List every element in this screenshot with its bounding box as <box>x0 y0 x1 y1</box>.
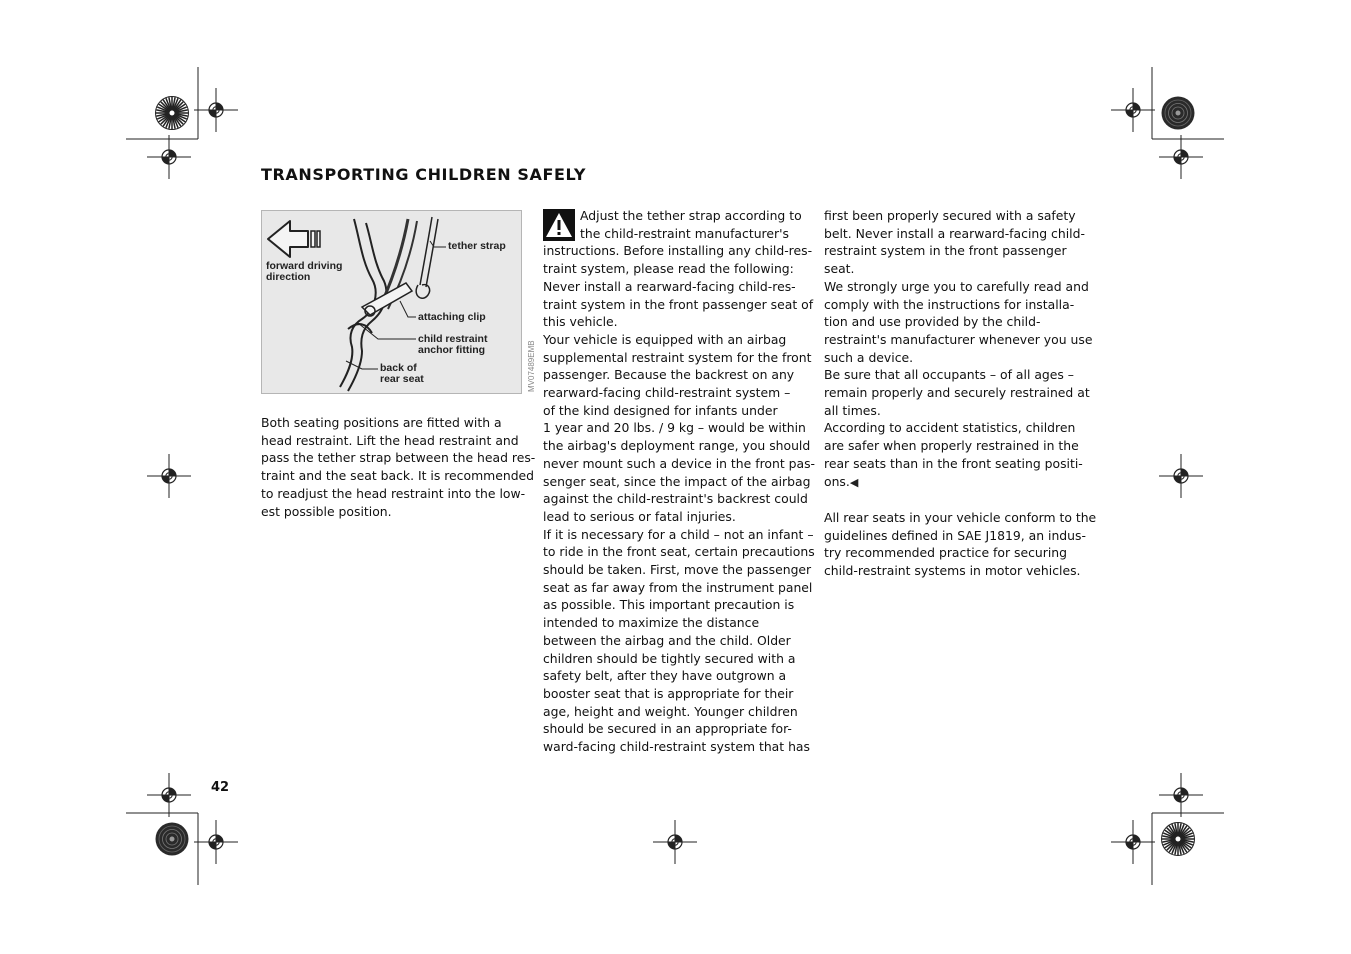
never-install-paragraph: Never install a rearward-facing child-res- traint system in the front passenger seat of this vehicle. <box>543 278 814 330</box>
safety-belt-paragraph: first been properly secured with a safety belt. Never install a rearward-facing child- restraint system in the front passenger seat. <box>824 208 1085 277</box>
label-forward-driving: forward driving direction <box>266 260 343 283</box>
warning-triangle-icon <box>543 209 575 241</box>
paragraph-gap <box>824 491 1099 509</box>
label-anchor-fitting: child restraint anchor fitting <box>418 333 488 356</box>
sae-j1819-paragraph: All rear seats in your vehicle conform to the guidelines defined in SAE J1819, an indus- try recommended practice for securing child-restraint systems in motor vehicles. <box>824 509 1097 579</box>
label-attaching-clip: attaching clip <box>418 311 486 323</box>
column-1 <box>261 414 536 520</box>
accident-statistics-text: According to accident statistics, children are safer when properly restrained in the rear seats than in the front seating positi- ons. <box>824 420 1083 489</box>
accident-statistics-paragraph <box>824 419 1099 491</box>
head-restraint-paragraph: Both seating positions are fitted with a head restraint. Lift the head restraint and pass the tether strap between the head res- traint and the seat back. It is recommended to readjust the head restraint into the low- est possible position. <box>261 415 536 519</box>
manufacturer-instructions-paragraph: We strongly urge you to carefully read and comply with the instructions for installa- tion and use provided by the child- restraint's manufacturer whenever you use such a device. <box>824 278 1093 365</box>
page-number: 42 <box>211 780 230 795</box>
label-tether-strap: tether strap <box>448 240 506 252</box>
column-2 <box>543 207 818 756</box>
end-of-section-icon: ◀ <box>849 475 859 489</box>
tether-strap-figure <box>261 210 522 394</box>
forward-arrow-icon <box>268 221 320 257</box>
column-3 <box>824 207 1099 580</box>
instructions-paragraph: instructions. Before installing any child-res- traint system, please read the following: <box>543 243 813 277</box>
label-back-of-rear-seat: back of rear seat <box>380 362 424 385</box>
warning-lead-text: Adjust the tether strap according to the child-restraint manufacturer's <box>580 208 802 241</box>
section-title: TRANSPORTING CHILDREN SAFELY <box>261 165 587 184</box>
front-seat-child-paragraph: If it is necessary for a child – not an infant – to ride in the front seat, certain precautions should be taken. First, move the passenger seat as far away from the instrument panel as possible. This important precaution is intended to maximize the distance between the airbag and the child. Older children should be tightly secured with a safety belt, after they have outgrown a booster seat that is appropriate for their age, height and weight. Younger children should be secured in an appropriate for- ward-facing child-restraint system that has <box>543 526 815 755</box>
occupants-paragraph: Be sure that all occupants – of all ages – remain properly and securely restrained at all times. <box>824 367 1090 418</box>
figure-code: MV07489EMB <box>527 340 536 392</box>
airbag-paragraph: Your vehicle is equipped with an airbag supplemental restraint system for the front passenger. Because the backrest on any rearward-facing child-restraint system – of the kind designed for infants under 1 year and 20 lbs. / 9 kg – would be within the airbag's deployment range, you should never mount such a device in the front pas- senger seat, since the impact of the airbag against the child-restraint's backrest could lead to serious or fatal injuries. <box>543 331 816 524</box>
